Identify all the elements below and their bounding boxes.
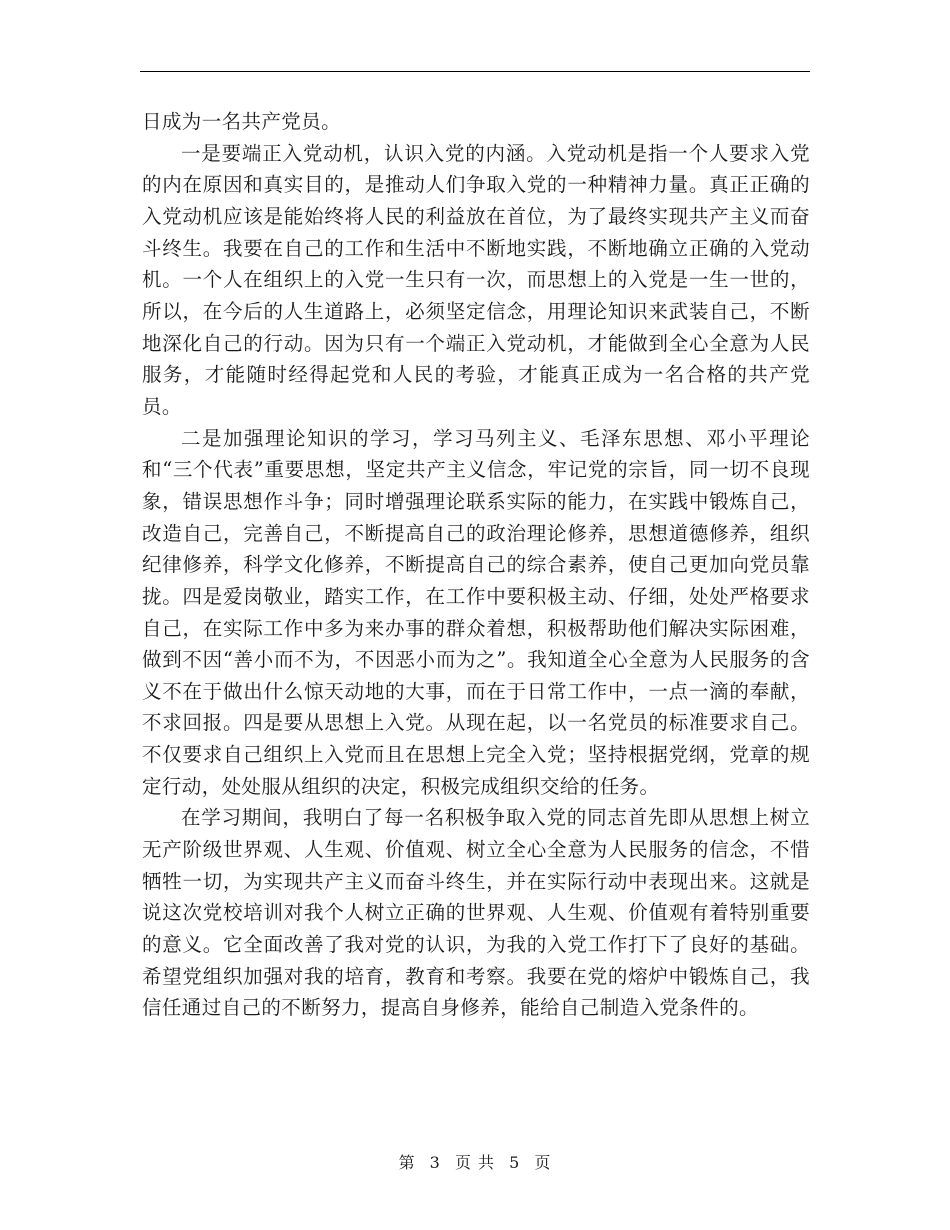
current-page-number: 3 — [429, 1153, 441, 1172]
footer-suffix: 页 — [534, 1153, 552, 1172]
page-footer — [0, 1150, 950, 1173]
paragraph-theory-study: 二是加强理论知识的学习，学习马列主义、毛泽东思想、邓小平理论和“三个代表”重要思想，坚定共产主义信念，牢记党的宗旨，同一切不良现象，错误思想作斗争；同时增强理论联系实际的能力，在实践中锻炼自己，改造自己，完善自己，不断提高自己的政治理论修养，思想道德修养，组织纪律修养，科学文化修养，不断提高自己的综合素养，使自己更加向党员靠拢。四是爱岗敬业，踏实工作，在工作中要积极主动、仔细，处处严格要求自己，在实际工作中多为来办事的群众着想，积极帮助他们解决实际困难，做到不因“善小而不为，不因恶小而为之”。我知道全心全意为人民服务的含义不在于做出什么惊天动地的大事，而在于日常工作中，一点一滴的奉献，不求回报。四是要从思想上入党。从现在起，以一名党员的标准要求自己。不仅要求自己组织上入党而且在思想上完全入党；坚持根据党纲，党章的规定行动，处处服从组织的决定，积极完成组织交给的任务。 — [142, 426, 810, 798]
paragraph-study-period: 在学习期间，我明白了每一名积极争取入党的同志首先即从思想上树立无产阶级世界观、人生观、价值观、树立全心全意为人民服务的信念，不惜牺牲一切，为实现共产主义而奋斗终生，并在实际行动中表现出来。这就是说这次党校培训对我个人树立正确的世界观、人生观、价值观有着特别重要的意义。它全面改善了我对党的认识，为我的入党工作打下了良好的基础。希望党组织加强对我的培育，教育和考察。我要在党的熔炉中锻炼自己，我信任通过自己的不断努力，提高自身修养，能给自己制造入党条件的。 — [142, 806, 810, 1020]
header-rule — [140, 71, 810, 72]
footer-middle: 页 共 — [454, 1153, 496, 1172]
total-pages-number: 5 — [509, 1153, 521, 1172]
footer-prefix: 第 — [398, 1153, 416, 1172]
paragraph-continuation: 日成为一名共产党员。 — [142, 110, 342, 133]
paragraph-motivation: 一是要端正入党动机，认识入党的内涵。入党动机是指一个人要求入党的内在原因和真实目的，是推动人们争取入党的一种精神力量。真正正确的入党动机应该是能始终将人民的利益放在首位，为了最终实现共产主义而奋斗终生。我要在自己的工作和生活中不断地实践，不断地确立正确的入党动机。一个人在组织上的入党一生只有一次，而思想上的入党是一生一世的，所以，在今后的人生道路上，必须坚定信念，用理论知识来武装自己，不断地深化自己的行动。因为只有一个端正入党动机，才能做到全心全意为人民服务，才能随时经得起党和人民的考验，才能真正成为一名合格的共产党员。 — [142, 141, 810, 418]
document-body — [142, 106, 810, 1024]
